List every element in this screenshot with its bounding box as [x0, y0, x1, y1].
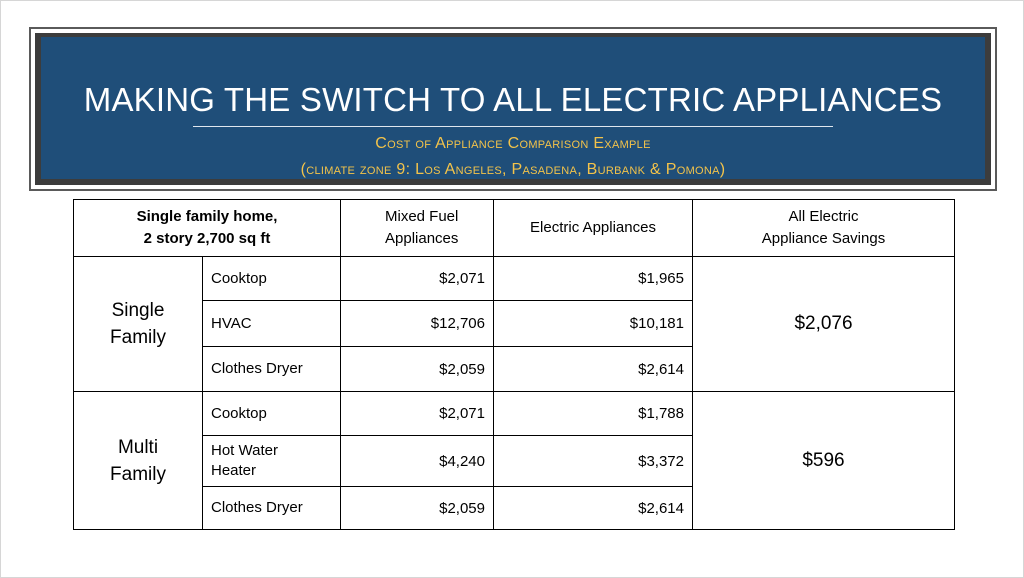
slide-title: MAKING THE SWITCH TO ALL ELECTRIC APPLIANCES: [83, 81, 943, 118]
subtitle-line-2: (climate zone 9: Los Angeles, Pasadena, Burbank & Pomona): [300, 161, 726, 178]
group-multi-family: [74, 392, 203, 530]
header-mixed-line-2: Appliances: [385, 230, 459, 247]
header-savings: [693, 200, 955, 257]
savings-single-family: $2,076: [693, 257, 955, 392]
header-mixed-fuel: [341, 200, 494, 257]
appliance-cell: [203, 436, 341, 487]
appliance-line-2: Heater: [211, 462, 257, 479]
header-savings-line-1: All Electric: [788, 208, 859, 225]
mixed-cost-cell: $2,059: [341, 347, 494, 392]
mixed-cost-cell: $2,071: [341, 392, 494, 436]
appliance-cell: HVAC: [203, 301, 341, 347]
header-savings-line-2: Appliance Savings: [761, 230, 886, 247]
electric-cost-cell: $3,372: [494, 436, 693, 487]
electric-cost-cell: $10,181: [494, 301, 693, 347]
electric-cost-cell: $2,614: [494, 487, 693, 530]
mixed-cost-cell: $2,071: [341, 257, 494, 301]
appliance-cell: Cooktop: [203, 257, 341, 301]
electric-cost-cell: $1,788: [494, 392, 693, 436]
appliance-cell: Clothes Dryer: [203, 347, 341, 392]
header-electric: Electric Appliances: [494, 200, 693, 257]
banner-panel: [41, 37, 985, 179]
banner-frame: [35, 33, 991, 185]
header-home-line-1: Single family home,: [136, 208, 278, 225]
header-mixed-line-1: Mixed Fuel: [385, 208, 459, 225]
title-divider: [193, 126, 833, 127]
table-header-row: [74, 200, 955, 257]
appliance-line-1: Hot Water: [211, 442, 278, 459]
subtitle-line-1: Cost of Appliance Comparison Example: [375, 135, 651, 152]
header-home-line-2: 2 story 2,700 sq ft: [143, 230, 271, 247]
savings-multi-family: $596: [693, 392, 955, 530]
mixed-cost-cell: $2,059: [341, 487, 494, 530]
table-row: [74, 392, 955, 436]
appliance-cell: Cooktop: [203, 392, 341, 436]
appliance-cell: Clothes Dryer: [203, 487, 341, 530]
group-single-family: [74, 257, 203, 392]
cost-comparison-table: [73, 199, 955, 530]
mixed-cost-cell: $4,240: [341, 436, 494, 487]
group-label-line-1: Single: [111, 300, 165, 321]
group-label-line-1: Multi: [117, 436, 159, 458]
group-label-line-2: Family: [110, 327, 166, 348]
header-home-description: [74, 200, 341, 257]
title-banner: [29, 27, 997, 191]
table-row: [74, 257, 955, 301]
mixed-cost-cell: $12,706: [341, 301, 494, 347]
group-label-line-2: Family: [110, 463, 166, 485]
electric-cost-cell: $2,614: [494, 347, 693, 392]
electric-cost-cell: $1,965: [494, 257, 693, 301]
